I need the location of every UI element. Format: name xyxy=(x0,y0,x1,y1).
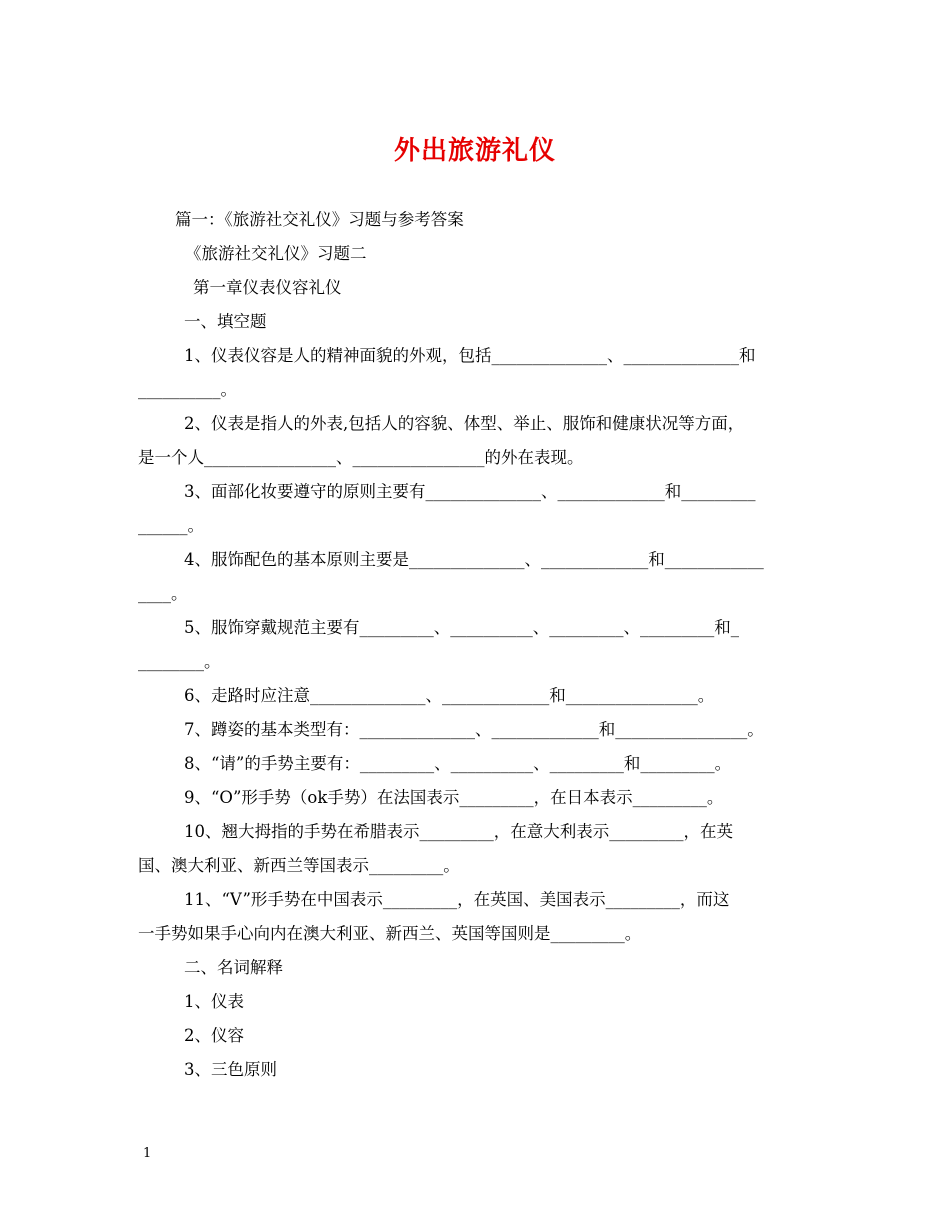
text-line: 一手势如果手心向内在澳大利亚、新西兰、英国等国则是_________。 xyxy=(138,924,642,943)
document-title: 外出旅游礼仪 xyxy=(393,136,556,166)
text-line: 6、走路时应注意______________、_____________和________________。 xyxy=(184,686,715,705)
text-line: 一、填空题 xyxy=(184,312,267,331)
text-line: ______。 xyxy=(138,516,204,535)
text-line: 7、蹲姿的基本类型有：______________、_____________和________________。 xyxy=(184,720,764,739)
text-line: 5、服饰穿戴规范主要有_________、__________、_________、_________和_ xyxy=(184,618,739,637)
page-number: 1 xyxy=(143,1146,152,1161)
text-line: __________。 xyxy=(138,380,237,399)
text-line: 《旅游社交礼仪》习题二 xyxy=(185,244,367,263)
text-line: 4、服饰配色的基本原则主要是______________、_____________和____________ xyxy=(184,550,764,569)
text-line: 国、澳大利亚、新西兰等国表示_________。 xyxy=(138,856,460,875)
text-line: 二、名词解释 xyxy=(184,958,283,977)
text-line: 篇一：《旅游社交礼仪》习题与参考答案 xyxy=(175,210,464,229)
text-line: 2、仪容 xyxy=(184,1026,244,1045)
text-line: 1、仪表仪容是人的精神面貌的外观，包括______________、______________和 xyxy=(184,346,756,365)
text-line: ____。 xyxy=(138,584,188,603)
text-line: 1、仪表 xyxy=(184,992,244,1011)
text-line: 2、仪表是指人的外表,包括人的容貌、体型、举止、服饰和健康状况等方面， xyxy=(184,414,745,433)
text-line: 9、“O”形手势（ok手势）在法国表示_________，在日本表示_________。 xyxy=(184,788,724,807)
text-line: 3、面部化妆要遵守的原则主要有______________、_____________和_________ xyxy=(184,482,756,501)
text-line: 8、“请”的手势主要有：_________、__________、_________和_________。 xyxy=(184,754,732,773)
text-line: 第一章仪表仪容礼仪 xyxy=(193,278,342,297)
text-line: 是一个人________________、________________的外在表现。 xyxy=(138,448,584,467)
document-body xyxy=(138,206,814,1090)
text-line: 3、三色原则 xyxy=(184,1060,277,1079)
text-line: 11、“V”形手势在中国表示_________，在英国、美国表示_________，而这 xyxy=(184,890,730,909)
text-line: ________。 xyxy=(138,652,221,671)
text-line: 10、翘大拇指的手势在希腊表示_________，在意大利表示_________，在英 xyxy=(184,822,733,841)
